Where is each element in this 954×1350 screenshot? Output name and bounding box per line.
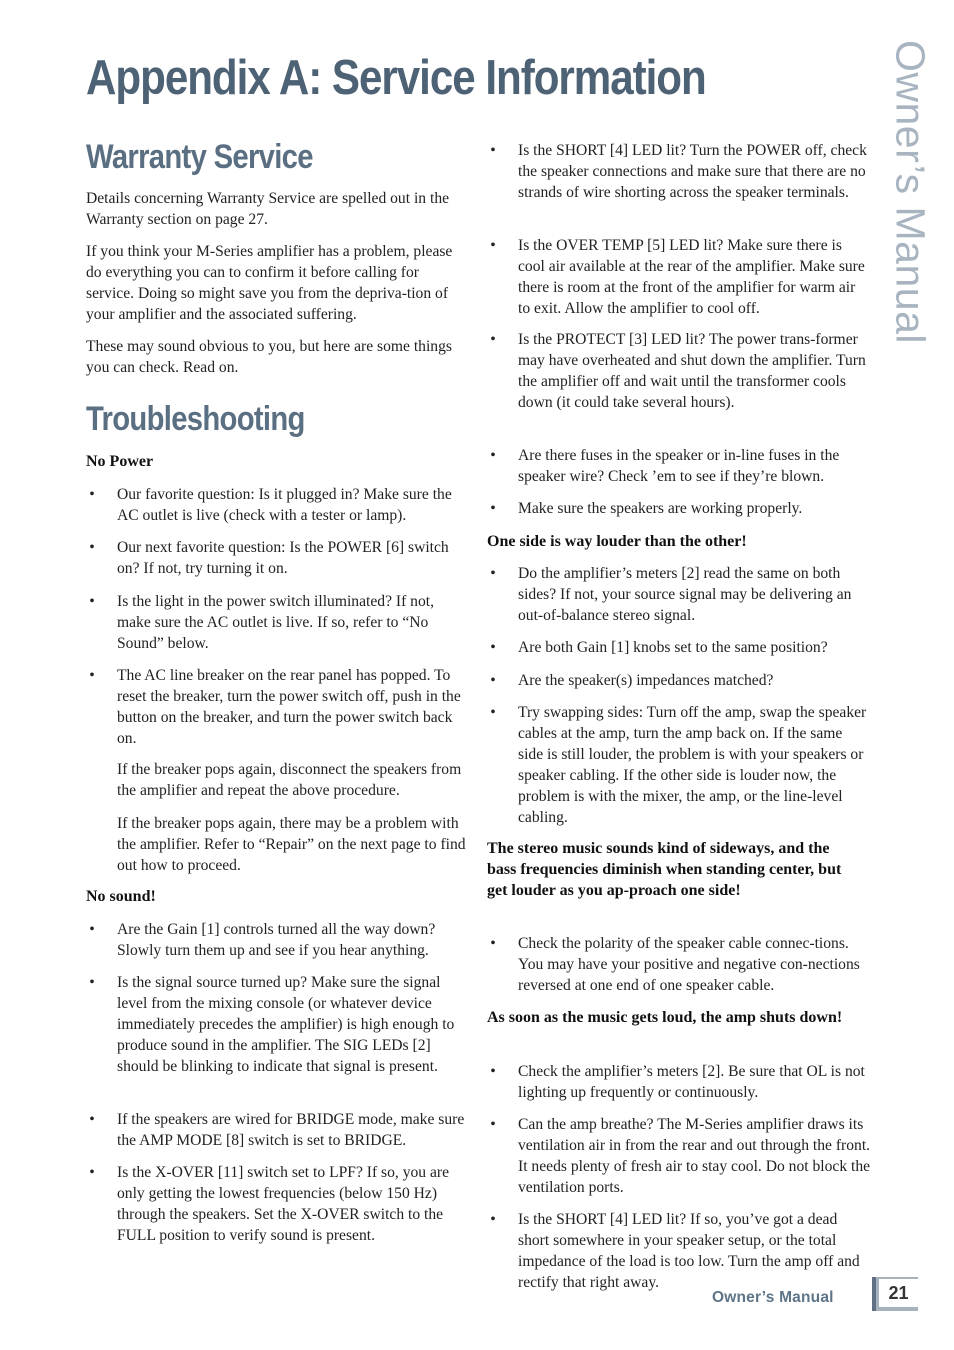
warranty-paragraph-3: These may sound obvious to you, but here are some things you can check. Read on.: [86, 338, 452, 376]
no-power-heading: No Power: [86, 453, 154, 470]
list-item: • Try swapping sides: Turn off the amp, swap the speaker cables at the amp, turn the amp back on. If the same side is still louder, the problem is with your speakers or speaker cabling. If the other side is louder now, the problem is with the mixer, the amp, or the line-level cabling.: [487, 702, 871, 828]
page-number: 21: [879, 1279, 918, 1307]
bullet-glyph: •: [490, 447, 496, 464]
list-item: • The AC line breaker on the rear panel has popped. To reset the breaker, turn the power switch off, push in the button on the breaker, and turn the power switch back on.: [86, 665, 470, 749]
bullet-glyph: •: [490, 1116, 496, 1133]
list-item: • Is the light in the power switch illuminated? If not, make sure the AC outlet is live. If so, refer to “No Sound” below.: [86, 591, 470, 654]
bullet-glyph: •: [89, 539, 95, 556]
bullet-glyph: •: [490, 237, 496, 254]
list-item: • Do the amplifier’s meters [2] read the same on both sides? If not, your source signal may be delivering an out-of-balance stereo signal.: [487, 563, 871, 626]
list-item: • Is the PROTECT [3] LED lit? The power trans-former may have overheated and shut down the amplifier. Turn the amplifier off and wait until the transformer cools down (it could take several hours).: [487, 329, 871, 413]
breaker-continuation-2: If the breaker pops again, there may be a problem with the amplifier. Refer to “Repair” on the next page to find out how to proceed.: [117, 815, 466, 874]
warranty-paragraph-1: Details concerning Warranty Service are spelled out in the Warranty section on page 27.: [86, 190, 450, 228]
bullet-glyph: •: [89, 667, 95, 684]
list-item: • Check the amplifier’s meters [2]. Be sure that OL is not lighting up frequently or continuously.: [487, 1061, 871, 1103]
bullet-glyph: •: [490, 565, 496, 582]
list-item: • Our favorite question: Is it plugged in? Make sure the AC outlet is live (check with a tester or lamp).: [86, 484, 470, 526]
shuts-down-heading: As soon as the music gets loud, the amp shuts down!: [487, 1009, 843, 1026]
page-title: Appendix A: Service Information: [86, 51, 706, 105]
side-tab-owners-manual: [860, 39, 954, 345]
list-item: • Are the Gain [1] controls turned all the way down? Slowly turn them up and see if you hear anything.: [86, 919, 470, 961]
bullet-glyph: •: [490, 704, 496, 721]
bullet-glyph: •: [490, 935, 496, 952]
list-item: • Check the polarity of the speaker cable connec-tions. You may have your positive and negative con-nections reversed at one end of one speaker cable.: [487, 933, 871, 996]
bullet-glyph: •: [89, 1164, 95, 1181]
warranty-heading: Warranty Service: [86, 138, 313, 176]
list-item: • Are there fuses in the speaker or in-line fuses in the speaker wire? Check ’em to see if they’re blown.: [487, 445, 871, 487]
bullet-glyph: •: [490, 142, 496, 159]
list-item: • Our next favorite question: Is the POWER [6] switch on? If not, try turning it on.: [86, 537, 470, 579]
page-number-box: [872, 1277, 918, 1311]
bullet-glyph: •: [490, 639, 496, 656]
warranty-paragraph-2: If you think your M-Series amplifier has a problem, please do everything you can to confirm it before calling for service. Doing so might save you from the depriva-tion of your amplifier and the associated suffering.: [86, 243, 453, 323]
bullet-glyph: •: [490, 331, 496, 348]
bullet-glyph: •: [89, 486, 95, 503]
list-item: • Make sure the speakers are working properly.: [487, 498, 871, 519]
side-tab-label: Owner’s Manual: [887, 39, 934, 345]
bullet-glyph: •: [89, 974, 95, 991]
bullet-glyph: •: [490, 672, 496, 689]
list-item: • Is the X-OVER [11] switch set to LPF? If so, you are only getting the lowest frequencies (below 150 Hz) through the speakers. Set the X-OVER switch to the FULL position to verify sound is present.: [86, 1162, 470, 1246]
footer-label: Owner’s Manual: [712, 1289, 834, 1306]
bullet-glyph: •: [89, 921, 95, 938]
list-item: • Is the OVER TEMP [5] LED lit? Make sure there is cool air available at the rear of the amplifier. Make sure there is room at the front of the amplifier for warm air to exit. Allow the amplifier to cool off.: [487, 235, 871, 319]
breaker-continuation-1: If the breaker pops again, disconnect the speakers from the amplifier and repeat the above procedure.: [117, 761, 462, 799]
list-item: • Is the SHORT [4] LED lit? If so, you’ve got a dead short somewhere in your speaker setup, or the total impedance of the load is too low. Turn the amp off and rectify that right away.: [487, 1209, 871, 1293]
bullet-glyph: •: [89, 1111, 95, 1128]
bullet-glyph: •: [490, 500, 496, 517]
bullet-glyph: •: [89, 593, 95, 610]
troubleshooting-heading: Troubleshooting: [86, 400, 305, 438]
list-item: • Is the signal source turned up? Make sure the signal level from the mixing console (or whatever device immediately precedes the amplifier) is high enough to produce sound in the amplifier. The SIG LEDs [2] should be blinking to indicate that signal is present.: [86, 972, 470, 1077]
one-side-heading: One side is way louder than the other!: [487, 533, 747, 550]
list-item: • Are both Gain [1] knobs set to the same position?: [487, 637, 871, 658]
list-item: • Can the amp breathe? The M-Series amplifier draws its ventilation air in from the rear and out through the front. It needs plenty of fresh air to stay cool. Do not block the ventilation ports.: [487, 1114, 871, 1198]
bullet-glyph: •: [490, 1211, 496, 1228]
list-item: • If the speakers are wired for BRIDGE mode, make sure the AMP MODE [8] switch is set to BRIDGE.: [86, 1109, 470, 1151]
sideways-heading: The stereo music sounds kind of sideways, and the bass frequencies diminish when standing center, but get louder as you ap-proach one side!: [487, 840, 842, 899]
list-item: • Are the speaker(s) impedances matched?: [487, 670, 871, 691]
no-sound-heading: No sound!: [86, 888, 156, 905]
bullet-glyph: •: [490, 1063, 496, 1080]
list-item: • Is the SHORT [4] LED lit? Turn the POWER off, check the speaker connections and make sure that there are no strands of wire shorting across the speaker terminals.: [487, 140, 871, 203]
